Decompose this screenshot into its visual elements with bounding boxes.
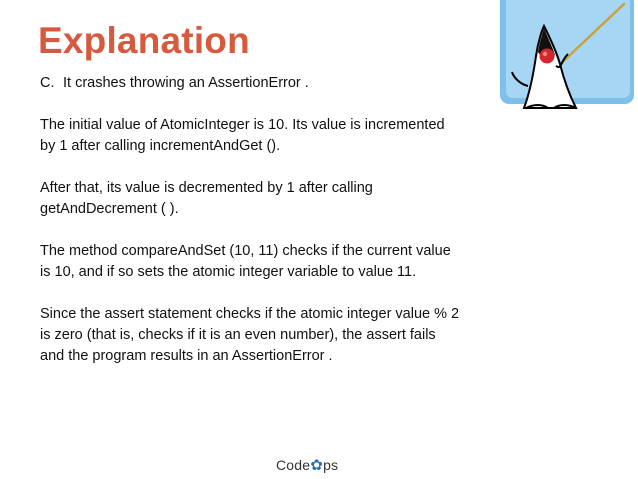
logo-prefix: Code xyxy=(276,457,311,473)
codeops-logo-icon xyxy=(276,457,338,473)
answer-line xyxy=(40,73,460,94)
gear-icon: ✿ xyxy=(310,456,324,474)
paragraph-initial-value: The initial value of AtomicInteger is 10. Its value is incremented by 1 after calling incrementAndGet (). xyxy=(40,117,445,154)
duke-java-mascot-icon xyxy=(498,0,638,113)
paragraph-decrement: After that, its value is decremented by 1 after calling getAndDecrement ( ). xyxy=(40,180,373,217)
paragraph-compare-and-set: The method compareAndSet (10, 11) checks if the current value is 10, and if so sets the atomic integer variable to value 11. xyxy=(40,243,451,280)
answer-text: It crashes throwing an AssertionError . xyxy=(63,75,309,91)
paragraph-assert-result: Since the assert statement checks if the atomic integer value % 2 is zero (that is, checks if it is an even number), the assert fails and the program results in an AssertionError . xyxy=(40,306,460,364)
logo-suffix: ps xyxy=(323,457,339,473)
slide-body xyxy=(40,73,460,388)
slide-title: Explanation xyxy=(38,20,250,61)
answer-letter: C. xyxy=(40,75,55,91)
